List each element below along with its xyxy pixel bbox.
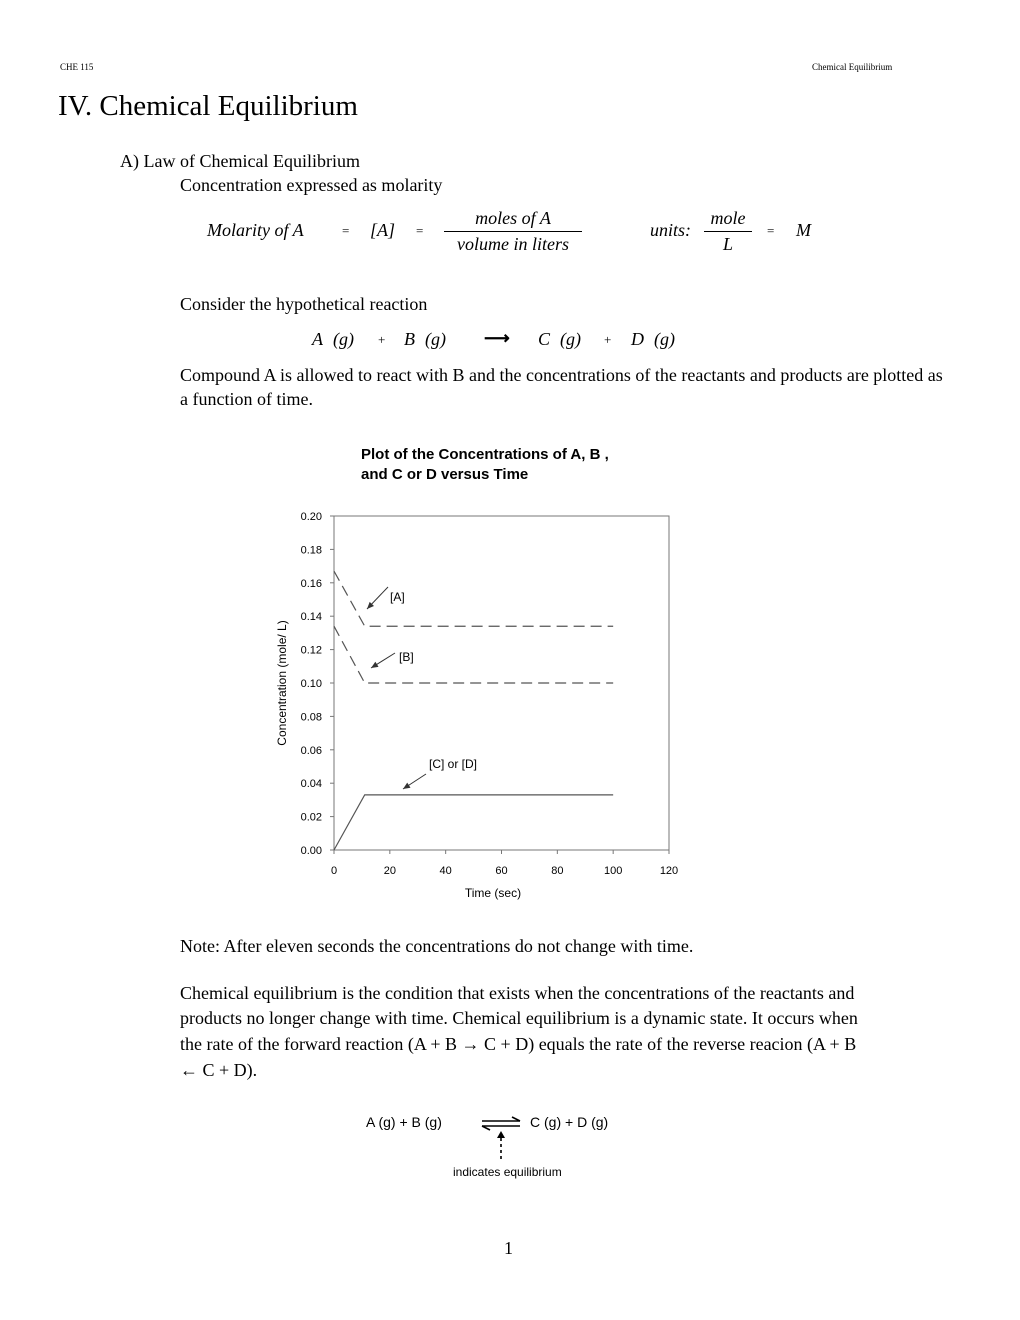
- y-tick-label: 0.08: [300, 711, 322, 724]
- equilibrium-arrow-icon: [480, 1116, 524, 1166]
- header-right: Chemical Equilibrium: [812, 62, 893, 72]
- y-tick-label: 0.20: [300, 511, 322, 523]
- plus-sign: +: [378, 332, 386, 347]
- y-axis-label: Concentration (mole/ L): [275, 620, 289, 746]
- concentration-a: [A]: [370, 220, 396, 240]
- x-tick-label: 20: [383, 865, 396, 877]
- species-d: D: [631, 329, 644, 349]
- units-label: units:: [650, 220, 692, 240]
- annotation-arrowhead: [371, 662, 379, 668]
- plus-sign: +: [604, 332, 612, 347]
- equilibrium-paragraph-line2: products no longer change with time. Chemical equilibrium is a dynamic state. It occurs when: [180, 1008, 858, 1028]
- section-heading: A) Law of Chemical Equilibrium: [120, 151, 360, 171]
- x-tick-label: 100: [603, 865, 623, 877]
- species-b: B: [404, 329, 415, 349]
- y-tick-label: 0.06: [300, 744, 322, 757]
- chart-title-line1: Plot of the Concentrations of A, B ,: [361, 446, 609, 463]
- state-d: (g): [654, 329, 675, 349]
- compound-paragraph: Compound A is allowed to react with B and the concentrations of the reactants and products are plotted as a function of time.: [180, 365, 943, 409]
- y-tick-label: 0.14: [300, 611, 322, 624]
- y-tick-label: 0.04: [300, 778, 322, 791]
- equals-sign: =: [342, 223, 350, 238]
- y-tick-label: 0.10: [300, 678, 322, 690]
- units-fraction: [704, 208, 752, 255]
- header-left: CHE 115: [60, 62, 94, 72]
- fraction-denominator: volume in liters: [457, 234, 569, 254]
- equilibrium-paragraph-line1: Chemical equilibrium is the condition that exists when the concentrations of the reactants and: [180, 983, 855, 1003]
- state-b: (g): [425, 329, 446, 349]
- equilibrium-reactants: A (g) + B (g): [366, 1114, 442, 1130]
- state-a: (g): [333, 329, 354, 349]
- equals-sign: =: [767, 223, 775, 238]
- series-line: [334, 626, 613, 683]
- y-tick-label: 0.12: [300, 644, 322, 657]
- x-tick-label: 80: [551, 865, 564, 877]
- molarity-lhs: Molarity of A: [207, 220, 304, 240]
- species-a: A: [312, 329, 323, 349]
- section-subheading: Concentration expressed as molarity: [180, 175, 443, 195]
- units-denominator: L: [722, 234, 733, 254]
- x-tick-label: 120: [659, 865, 679, 877]
- equals-sign: =: [416, 223, 424, 238]
- series-line: [334, 571, 613, 626]
- species-c: C: [538, 329, 551, 349]
- y-tick-label: 0.18: [300, 544, 322, 557]
- y-tick-label: 0.16: [300, 577, 322, 590]
- reaction-arrow: ⟶: [484, 328, 510, 348]
- annotation-label: [B]: [399, 650, 414, 664]
- concentration-chart: [250, 435, 720, 910]
- units-numerator: mole: [710, 208, 746, 228]
- annotation-label: [A]: [390, 590, 405, 604]
- annotation-arrowhead: [403, 783, 411, 789]
- fraction-numerator: moles of A: [475, 208, 551, 228]
- state-c: (g): [560, 329, 581, 349]
- molarity-fraction: [444, 208, 582, 255]
- y-tick-label: 0.02: [300, 811, 322, 824]
- chart-title-line2: and C or D versus Time: [361, 466, 529, 483]
- y-tick-label: 0.00: [300, 845, 322, 857]
- plot-frame: [334, 516, 669, 850]
- page-number: 1: [504, 1238, 513, 1258]
- annotation-label: [C] or [D]: [429, 757, 478, 771]
- equilibrium-paragraph-line3: the rate of the forward reaction (A + B → C + D) equals the rate of the reverse reacion (A + B: [180, 1034, 857, 1054]
- equilibrium-caption: indicates equilibrium: [453, 1165, 562, 1179]
- note-text: Note: After eleven seconds the concentrations do not change with time.: [180, 936, 694, 956]
- x-tick-label: 0: [330, 865, 338, 877]
- equilibrium-products: C (g) + D (g): [530, 1114, 609, 1130]
- equilibrium-paragraph-line4: ← C + D).: [180, 1060, 258, 1080]
- series-line: [334, 795, 613, 850]
- x-tick-label: 60: [495, 865, 508, 877]
- page-title: IV. Chemical Equilibrium: [58, 90, 358, 122]
- units-result: M: [796, 220, 811, 240]
- x-axis-label: Time (sec): [464, 886, 522, 900]
- consider-text: Consider the hypothetical reaction: [180, 294, 428, 314]
- x-tick-label: 40: [439, 865, 452, 877]
